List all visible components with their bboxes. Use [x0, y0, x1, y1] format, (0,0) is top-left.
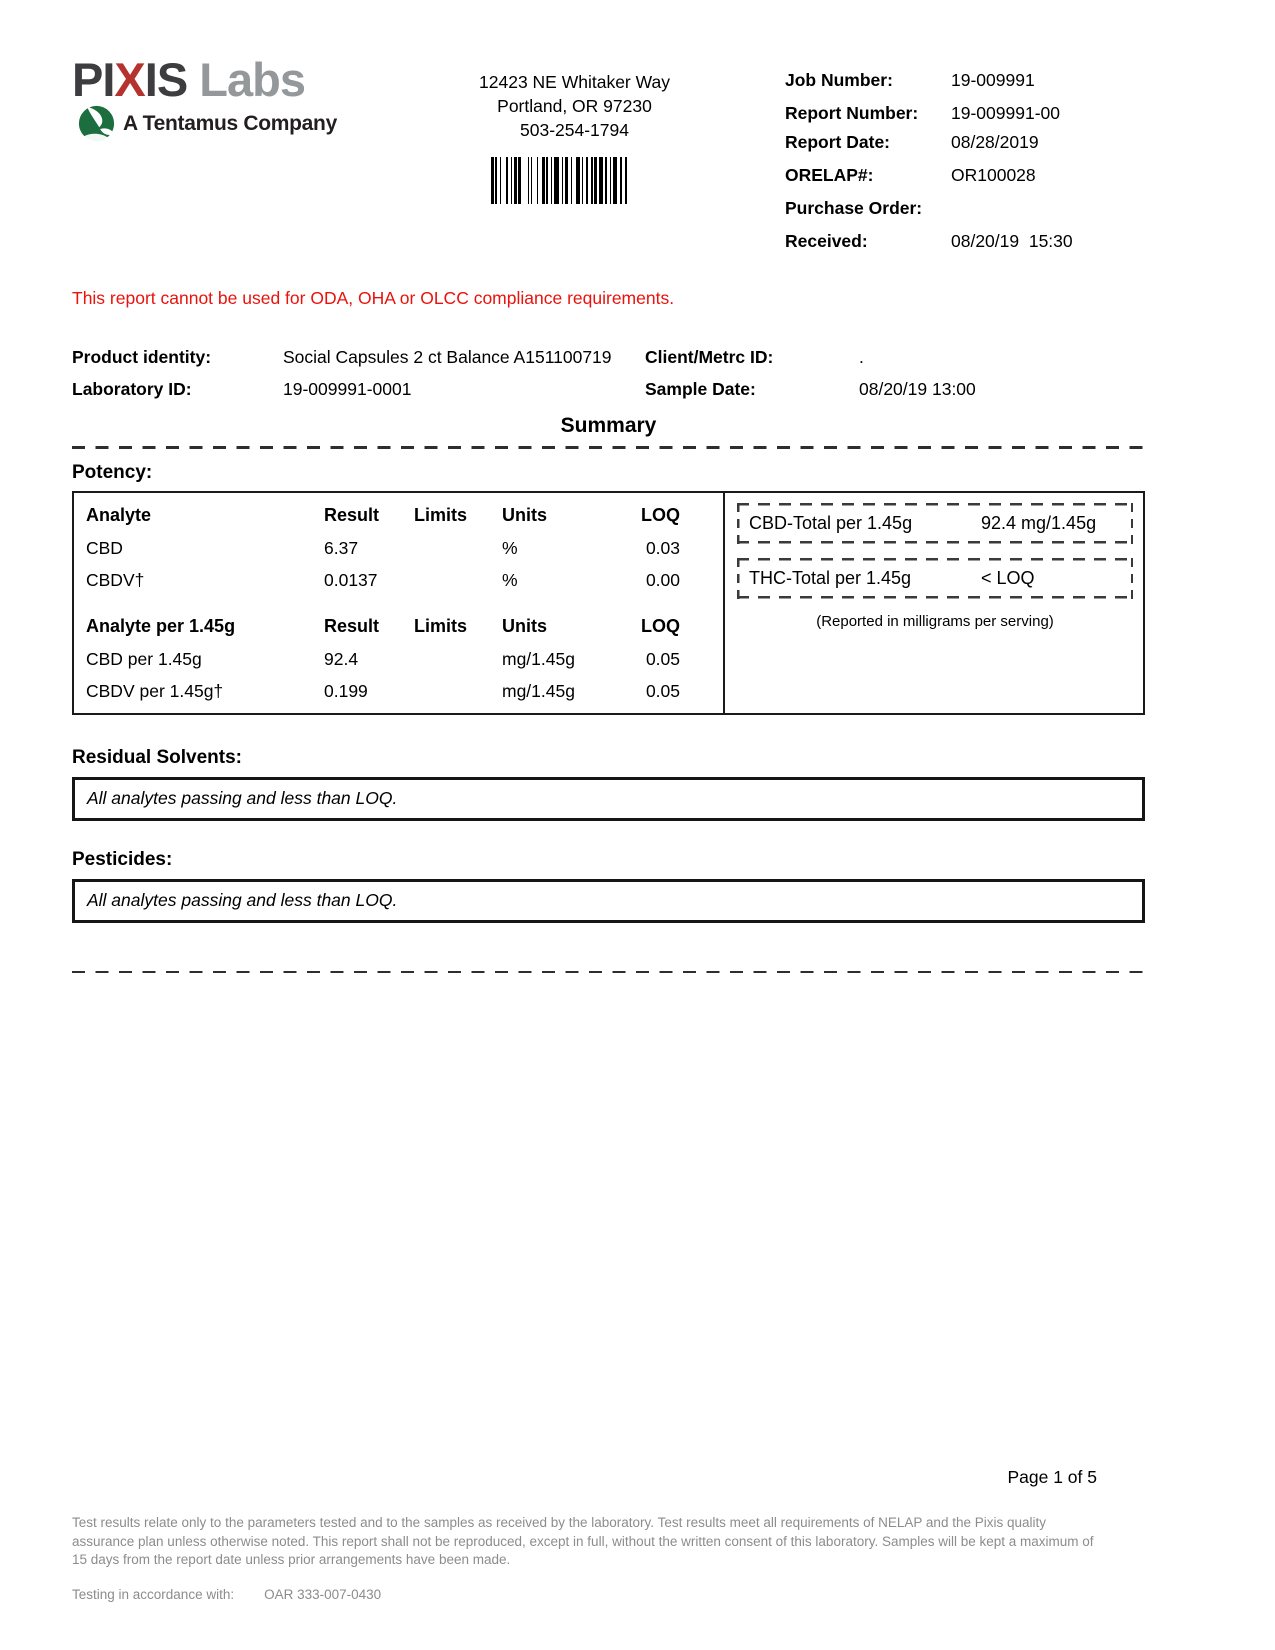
potency-totals-panel	[723, 493, 1143, 713]
sample-date-label: Sample Date:	[645, 379, 756, 399]
sample-info	[72, 347, 1145, 400]
analyte-loq: 0.05	[645, 648, 680, 669]
cbd-total-box	[737, 503, 1133, 544]
analyte-name: CBDV†	[86, 569, 145, 590]
product-identity-label: Product identity:	[72, 347, 212, 367]
col-header-limits: Limits	[414, 504, 468, 525]
report-date-label: Report Date:	[785, 132, 891, 152]
laboratory-id-value: 19-009991-0001	[283, 379, 412, 399]
potency-results-box	[72, 491, 1145, 715]
analyte-result: 0.199	[324, 680, 368, 701]
lab-address-block	[412, 56, 737, 204]
analyte-units: mg/1.45g	[502, 648, 575, 669]
client-metrc-label: Client/Metrc ID:	[645, 347, 774, 367]
col-header-loq: LOQ	[641, 504, 680, 525]
analyte-units: %	[502, 569, 518, 590]
report-footer	[72, 1467, 1097, 1602]
col-header-analyte-per: Analyte per 1.45g	[86, 615, 236, 636]
col-header-result: Result	[324, 504, 380, 525]
purchase-order-value	[951, 196, 1210, 221]
col-header-result: Result	[324, 615, 380, 636]
meta-row-job-number	[785, 68, 1210, 93]
col-header-units: Units	[502, 504, 547, 525]
analyte-units: %	[502, 537, 518, 558]
meta-row-report-number	[785, 101, 1210, 126]
logo-wordmark	[72, 53, 412, 106]
product-identity-value: Social Capsules 2 ct Balance A151100719	[283, 347, 612, 367]
analyte-name: CBD	[86, 537, 123, 558]
report-number-label: Report Number:	[785, 103, 919, 123]
logo-text-labs: Labs	[199, 53, 305, 106]
analyte-result: 92.4	[324, 648, 359, 669]
orelap-value: OR100028	[951, 165, 1036, 185]
analyte-loq: 0.03	[645, 537, 680, 558]
potency-table-per-serving	[86, 616, 723, 713]
potency-analyte-tables	[74, 493, 723, 713]
cbd-total-value: 92.4 mg/1.45g	[981, 512, 1097, 533]
meta-row-purchase-order	[785, 196, 1210, 221]
col-header-analyte: Analyte	[86, 504, 152, 525]
footer-disclaimer: Test results relate only to the parameters tested and to the samples as received by the laboratory. Test results meet all requirements of NELAP and the Pixis quality assurance plan unless otherwise noted. This report shall not be reproduced, except in full, without the written consent of this laboratory. Samples will be kept a maximum of 15 days from the report date unless prior arrangements have been made.	[72, 1515, 1094, 1568]
tagline-text: A Tentamus Company	[123, 111, 337, 135]
report-header	[72, 53, 1210, 258]
analyte-result: 6.37	[324, 537, 359, 558]
meta-row-orelap	[785, 163, 1210, 188]
residual-solvents-heading: Residual Solvents:	[72, 746, 242, 768]
address-phone: 503-254-1794	[520, 120, 629, 140]
col-header-limits: Limits	[414, 615, 468, 636]
accordance-label: Testing in accordance with:	[72, 1587, 235, 1602]
tentamus-leaf-icon	[78, 105, 115, 142]
thc-total-box	[737, 558, 1133, 599]
purchase-order-label: Purchase Order:	[785, 198, 923, 218]
potency-table-percent	[86, 505, 723, 602]
accordance-line	[72, 1587, 1097, 1602]
job-number-label: Job Number:	[785, 70, 893, 90]
pesticides-result-box	[72, 879, 1145, 923]
logo-tagline	[78, 105, 412, 142]
col-header-loq: LOQ	[641, 615, 680, 636]
laboratory-id-label: Laboratory ID:	[72, 379, 192, 399]
analyte-name: CBD per 1.45g	[86, 648, 202, 669]
summary-divider	[72, 446, 1145, 449]
analyte-limits	[414, 649, 502, 681]
compliance-notice: This report cannot be used for ODA, OHA or OLCC compliance requirements.	[72, 288, 675, 308]
residual-solvents-result-box	[72, 777, 1145, 821]
sample-date-value: 08/20/19 13:00	[859, 379, 976, 399]
received-label: Received:	[785, 231, 868, 251]
summary-title: Summary	[560, 414, 657, 437]
residual-solvents-result: All analytes passing and less than LOQ.	[87, 787, 398, 808]
analyte-loq: 0.00	[645, 569, 680, 590]
bottom-divider	[72, 971, 1145, 974]
thc-total-label: THC-Total per 1.45g	[749, 567, 912, 588]
client-metrc-value: .	[859, 347, 864, 367]
analyte-name: CBDV per 1.45g†	[86, 680, 224, 701]
accordance-value: OAR 333-007-0430	[264, 1587, 382, 1602]
analyte-limits	[414, 538, 502, 570]
received-value: 08/20/19 15:30	[951, 231, 1073, 251]
analyte-loq: 0.05	[645, 680, 680, 701]
address-street: 12423 NE Whitaker Way	[479, 72, 670, 92]
pesticides-result: All analytes passing and less than LOQ.	[87, 889, 398, 910]
logo-text-pi: PI	[72, 53, 115, 106]
pixis-labs-logo	[72, 53, 412, 142]
cbd-total-label: CBD-Total per 1.45g	[749, 512, 913, 533]
col-header-units: Units	[502, 615, 547, 636]
barcode-image	[491, 157, 659, 204]
meta-row-received	[785, 229, 1210, 254]
analyte-limits	[414, 570, 502, 602]
logo-text-is: IS	[144, 53, 188, 106]
meta-row-report-date	[785, 130, 1210, 155]
thc-total-value: < LOQ	[981, 567, 1035, 588]
potency-heading: Potency:	[72, 461, 153, 483]
analyte-units: mg/1.45g	[502, 680, 575, 701]
logo-text-x: X	[114, 53, 145, 106]
totals-note: (Reported in milligrams per serving)	[816, 612, 1054, 630]
address-city: Portland, OR 97230	[497, 96, 652, 116]
orelap-label: ORELAP#:	[785, 165, 874, 185]
report-date-value: 08/28/2019	[951, 132, 1039, 152]
job-number-value: 19-009991	[951, 70, 1035, 90]
report-number-value: 19-009991-00	[951, 103, 1060, 123]
analyte-limits	[414, 681, 502, 713]
report-meta-block	[737, 56, 1210, 258]
pesticides-heading: Pesticides:	[72, 848, 173, 870]
analyte-result: 0.0137	[324, 569, 378, 590]
page-indicator: Page 1 of 5	[1007, 1467, 1097, 1488]
